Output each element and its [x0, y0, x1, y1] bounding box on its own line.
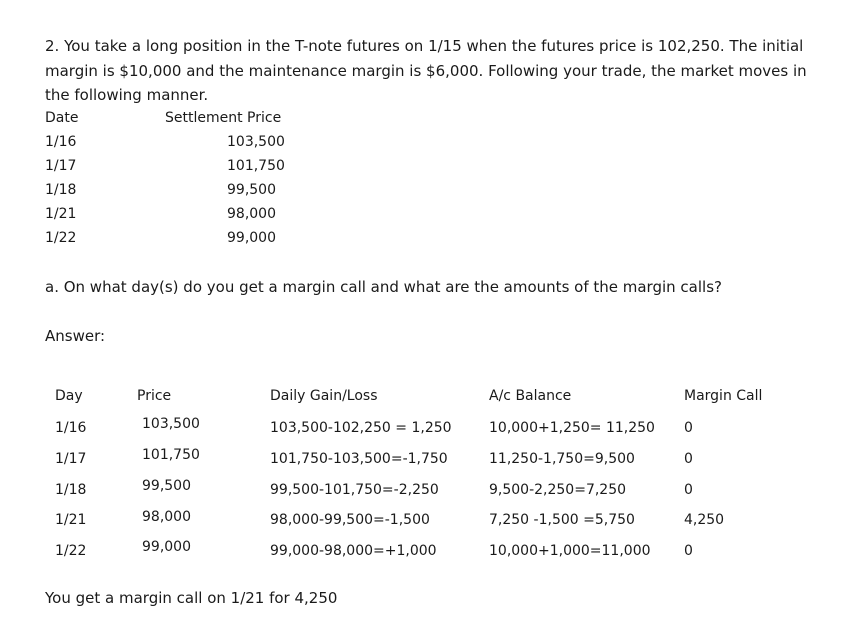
date-cell: 1/21: [45, 206, 77, 222]
answer-label: Answer:: [45, 327, 106, 345]
day-header: Day: [55, 388, 83, 404]
balance-cell: 7,250 -1,500 =5,750: [489, 512, 635, 528]
price-cell: 99,000: [227, 230, 276, 246]
subquestion-text: a. On what day(s) do you get a margin call and what are the amounts of the margin calls?: [45, 278, 722, 296]
price-cell: 99,500: [142, 478, 191, 494]
gain-loss-cell: 99,000-98,000=+1,000: [270, 543, 437, 559]
margin-call-cell: 0: [684, 451, 693, 467]
settlement-price-header: Settlement Price: [165, 110, 282, 126]
balance-cell: 9,500-2,250=7,250: [489, 482, 627, 498]
price-cell: 101,750: [142, 447, 200, 463]
margin-call-cell: 0: [684, 482, 693, 498]
gain-loss-cell: 101,750-103,500=-1,750: [270, 451, 448, 467]
price-cell: 103,500: [142, 416, 200, 432]
gain-loss-cell: 98,000-99,500=-1,500: [270, 512, 430, 528]
price-cell: 98,000: [142, 509, 191, 525]
account-balance-header: A/c Balance: [489, 388, 572, 404]
balance-cell: 11,250-1,750=9,500: [489, 451, 635, 467]
date-header: Date: [45, 110, 79, 126]
day-cell: 1/22: [55, 543, 87, 559]
price-cell: 98,000: [227, 206, 276, 222]
question-text: 2. You take a long position in the T-note futures on 1/15 when the futures price is 102,250. The initial margin is $10,000 and the maintenance margin is $6,000. Following your trade, the market moves in the following manner.: [45, 37, 807, 104]
date-cell: 1/22: [45, 230, 77, 246]
date-cell: 1/17: [45, 158, 77, 174]
margin-call-cell: 0: [684, 420, 693, 436]
day-cell: 1/17: [55, 451, 87, 467]
day-cell: 1/21: [55, 512, 87, 528]
date-cell: 1/18: [45, 182, 77, 198]
conclusion-text: You get a margin call on 1/21 for 4,250: [45, 589, 338, 607]
price-cell: 99,500: [227, 182, 276, 198]
price-cell: 99,000: [142, 539, 191, 555]
date-cell: 1/16: [45, 134, 77, 150]
price-cell: 103,500: [227, 134, 285, 150]
margin-call-header: Margin Call: [684, 388, 763, 404]
gain-loss-cell: 103,500-102,250 = 1,250: [270, 420, 452, 436]
balance-cell: 10,000+1,250= 11,250: [489, 420, 655, 436]
balance-cell: 10,000+1,000=11,000: [489, 543, 651, 559]
margin-call-cell: 0: [684, 543, 693, 559]
price-header: Price: [137, 388, 172, 404]
price-cell: 101,750: [227, 158, 285, 174]
day-cell: 1/18: [55, 482, 87, 498]
margin-call-cell: 4,250: [684, 512, 725, 528]
gain-loss-cell: 99,500-101,750=-2,250: [270, 482, 439, 498]
daily-gain-loss-header: Daily Gain/Loss: [270, 388, 378, 404]
day-cell: 1/16: [55, 420, 87, 436]
